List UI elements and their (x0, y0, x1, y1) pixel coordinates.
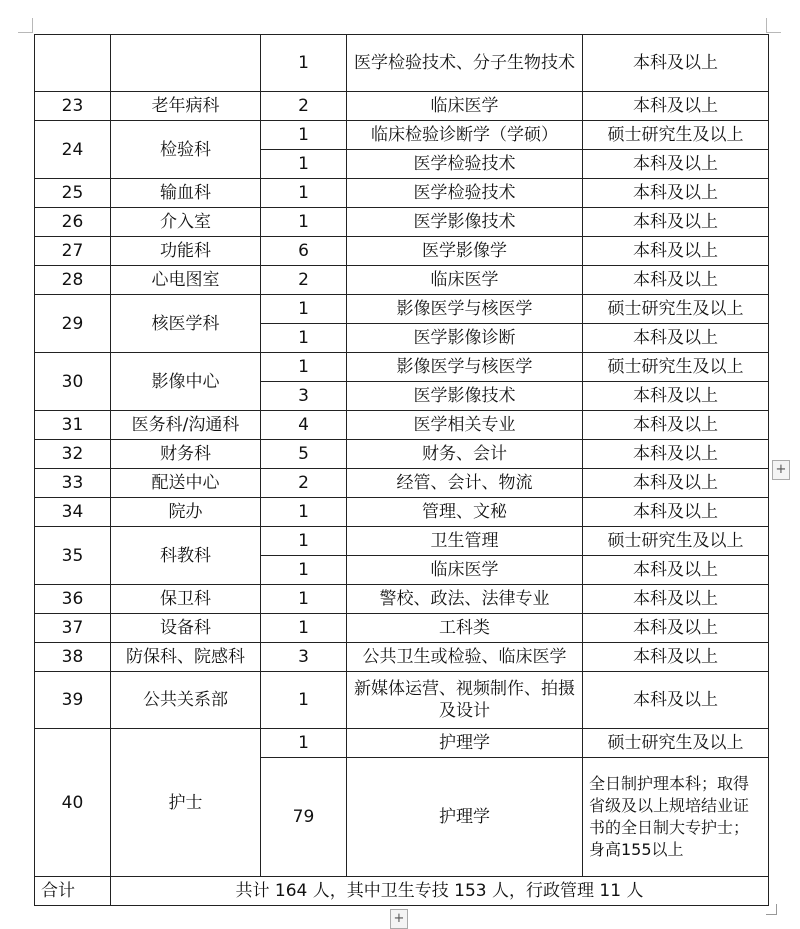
education-cell: 硕士研究生及以上 (583, 729, 769, 758)
count-cell: 3 (261, 382, 347, 411)
table-row (35, 237, 769, 266)
major-cell: 医学检验技术、分子生物技术 (347, 35, 583, 92)
education-cell: 本科及以上 (583, 643, 769, 672)
serial-cell: 27 (35, 237, 111, 266)
count-cell: 1 (261, 729, 347, 758)
education-cell: 硕士研究生及以上 (583, 295, 769, 324)
department-cell (111, 35, 261, 92)
count-cell: 3 (261, 643, 347, 672)
table-row (35, 295, 769, 324)
major-cell: 医学检验技术 (347, 179, 583, 208)
table-row (35, 208, 769, 237)
count-cell: 1 (261, 208, 347, 237)
education-cell: 本科及以上 (583, 469, 769, 498)
education-cell: 本科及以上 (583, 411, 769, 440)
department-cell: 护士 (111, 729, 261, 877)
department-cell: 影像中心 (111, 353, 261, 411)
table-row (35, 672, 769, 729)
table-row (35, 411, 769, 440)
crop-mark-top-left (18, 18, 33, 33)
serial-cell: 40 (35, 729, 111, 877)
department-cell: 防保科、院感科 (111, 643, 261, 672)
department-cell: 核医学科 (111, 295, 261, 353)
count-cell: 79 (261, 758, 347, 877)
major-cell: 影像医学与核医学 (347, 295, 583, 324)
education-cell: 本科及以上 (583, 672, 769, 729)
serial-cell: 39 (35, 672, 111, 729)
major-cell: 影像医学与核医学 (347, 353, 583, 382)
major-cell: 新媒体运营、视频制作、拍摄及设计 (347, 672, 583, 729)
department-cell: 财务科 (111, 440, 261, 469)
major-cell: 临床医学 (347, 556, 583, 585)
add-row-button[interactable]: + (390, 909, 408, 929)
major-cell: 医学影像学 (347, 237, 583, 266)
education-cell: 本科及以上 (583, 324, 769, 353)
department-cell: 科教科 (111, 527, 261, 585)
count-cell: 2 (261, 469, 347, 498)
count-cell: 1 (261, 672, 347, 729)
total-summary: 共计 164 人，其中卫生专技 153 人，行政管理 11 人 (111, 877, 769, 906)
education-cell: 硕士研究生及以上 (583, 121, 769, 150)
count-cell: 1 (261, 556, 347, 585)
table-resize-handle[interactable] (766, 904, 777, 915)
major-cell: 医学检验技术 (347, 150, 583, 179)
education-cell: 全日制护理本科；取得省级及以上规培结业证书的全日制大专护士；身高155以上 (583, 758, 769, 877)
serial-cell: 38 (35, 643, 111, 672)
education-cell: 本科及以上 (583, 92, 769, 121)
education-cell: 本科及以上 (583, 266, 769, 295)
serial-cell: 29 (35, 295, 111, 353)
major-cell: 医学相关专业 (347, 411, 583, 440)
count-cell: 2 (261, 92, 347, 121)
major-cell: 医学影像技术 (347, 382, 583, 411)
count-cell: 1 (261, 150, 347, 179)
major-cell: 临床医学 (347, 266, 583, 295)
serial-cell: 23 (35, 92, 111, 121)
serial-cell: 26 (35, 208, 111, 237)
education-cell: 本科及以上 (583, 150, 769, 179)
count-cell: 1 (261, 35, 347, 92)
crop-mark-top-right (766, 18, 781, 33)
major-cell: 工科类 (347, 614, 583, 643)
education-cell: 本科及以上 (583, 382, 769, 411)
table-row (35, 469, 769, 498)
count-cell: 4 (261, 411, 347, 440)
total-row (35, 877, 769, 906)
add-column-button[interactable]: + (772, 460, 790, 480)
count-cell: 2 (261, 266, 347, 295)
major-cell: 临床检验诊断学（学硕） (347, 121, 583, 150)
table-row (35, 729, 769, 758)
count-cell: 1 (261, 585, 347, 614)
department-cell: 保卫科 (111, 585, 261, 614)
serial-cell: 32 (35, 440, 111, 469)
department-cell: 公共关系部 (111, 672, 261, 729)
serial-cell: 31 (35, 411, 111, 440)
major-cell: 管理、文秘 (347, 498, 583, 527)
education-cell: 本科及以上 (583, 440, 769, 469)
major-cell: 经管、会计、物流 (347, 469, 583, 498)
education-cell: 本科及以上 (583, 179, 769, 208)
serial-cell: 35 (35, 527, 111, 585)
table-row (35, 353, 769, 382)
major-cell: 护理学 (347, 758, 583, 877)
department-cell: 设备科 (111, 614, 261, 643)
education-cell: 本科及以上 (583, 556, 769, 585)
count-cell: 1 (261, 324, 347, 353)
table-row (35, 585, 769, 614)
department-cell: 心电图室 (111, 266, 261, 295)
table-row (35, 35, 769, 92)
education-cell: 本科及以上 (583, 237, 769, 266)
table-row (35, 527, 769, 556)
table-row (35, 643, 769, 672)
education-cell: 硕士研究生及以上 (583, 527, 769, 556)
department-cell: 院办 (111, 498, 261, 527)
major-cell: 卫生管理 (347, 527, 583, 556)
serial-cell: 28 (35, 266, 111, 295)
department-cell: 介入室 (111, 208, 261, 237)
education-cell: 本科及以上 (583, 35, 769, 92)
recruitment-table (34, 34, 769, 906)
major-cell: 警校、政法、法律专业 (347, 585, 583, 614)
education-cell: 本科及以上 (583, 585, 769, 614)
table-row (35, 614, 769, 643)
count-cell: 1 (261, 498, 347, 527)
major-cell: 临床医学 (347, 92, 583, 121)
major-cell: 医学影像技术 (347, 208, 583, 237)
serial-cell (35, 35, 111, 92)
table-row (35, 179, 769, 208)
major-cell: 护理学 (347, 729, 583, 758)
education-cell: 本科及以上 (583, 498, 769, 527)
table-row (35, 92, 769, 121)
count-cell: 1 (261, 353, 347, 382)
count-cell: 1 (261, 179, 347, 208)
education-cell: 本科及以上 (583, 614, 769, 643)
table-row (35, 266, 769, 295)
count-cell: 5 (261, 440, 347, 469)
serial-cell: 30 (35, 353, 111, 411)
department-cell: 配送中心 (111, 469, 261, 498)
major-cell: 公共卫生或检验、临床医学 (347, 643, 583, 672)
table-row (35, 440, 769, 469)
table-row (35, 121, 769, 150)
table-row (35, 498, 769, 527)
serial-cell: 25 (35, 179, 111, 208)
department-cell: 检验科 (111, 121, 261, 179)
department-cell: 输血科 (111, 179, 261, 208)
count-cell: 1 (261, 527, 347, 556)
serial-cell: 36 (35, 585, 111, 614)
serial-cell: 34 (35, 498, 111, 527)
major-cell: 财务、会计 (347, 440, 583, 469)
department-cell: 功能科 (111, 237, 261, 266)
education-cell: 本科及以上 (583, 208, 769, 237)
serial-cell: 37 (35, 614, 111, 643)
department-cell: 医务科/沟通科 (111, 411, 261, 440)
count-cell: 1 (261, 121, 347, 150)
serial-cell: 33 (35, 469, 111, 498)
education-cell: 硕士研究生及以上 (583, 353, 769, 382)
total-label: 合计 (35, 877, 111, 906)
major-cell: 医学影像诊断 (347, 324, 583, 353)
count-cell: 1 (261, 295, 347, 324)
serial-cell: 24 (35, 121, 111, 179)
count-cell: 6 (261, 237, 347, 266)
department-cell: 老年病科 (111, 92, 261, 121)
count-cell: 1 (261, 614, 347, 643)
